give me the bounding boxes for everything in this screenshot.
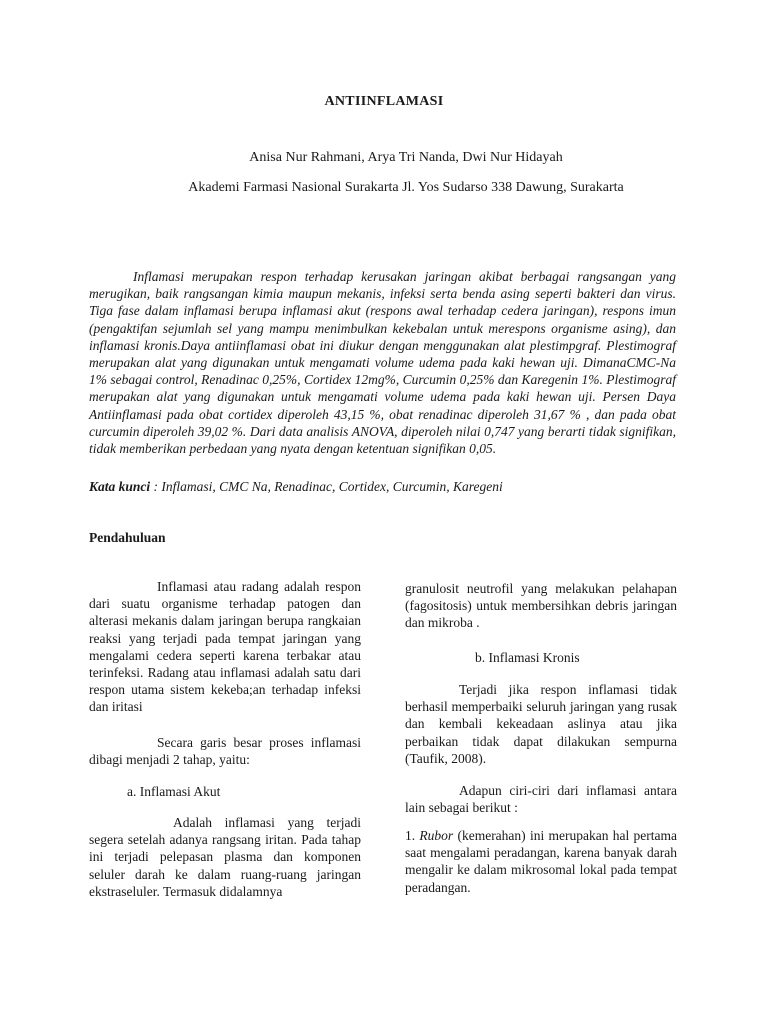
abstract-text: Inflamasi merupakan respon terhadap kerusakan jaringan akibat berbagai rangsangan yang merugikan, baik rangsangan kimia maupun mekanis, infeksi serta benda asing seperti bakteri dan virus. Tiga fase dalam inflamasi berupa inflamasi akut (respons awal terhadap cedera jaringan), respons imun (pengaktifan sejumlah sel yang mampu menimbulkan kekebalan untuk merespons organisme asing), dan inflamasi kronis.Daya antiinflamasi obat ini diukur dengan menggunakan alat plestimpgraf. Plestimograf merupakan alat yang digunakan untuk mengamati volume udema pada kaki hewan uji. DimanaCMC-Na 1% sebagai control, Renadinac 0,25%, Cortidex 12mg%, Curcumin 0,25% dan Karegenin 1%. Plestimograf merupakan alat yang digunakan untuk mengamati volume udema pada kaki hewan uji. Persen Daya Antiinflamasi pada obat cortidex diperoleh 43,15 %, obat renadinac diperoleh 31,67 % , dan pada obat curcumin diperoleh 39,02 %. Dari data analisis ANOVA, diperoleh nilai 0,747 yang berarti tidak signifikan, tidak memberikan perbedaan yang nyata dengan ketentuan signifikan 0,05.: [89, 269, 676, 457]
left-col-p1: Inflamasi atau radang adalah respon dari suatu organisme terhadap patogen dan alterasi mekanis dalam jaringan berupa rangkaian reaksi yang terjadi pada tempat jaringan yang mengalami cedera seperti karena terbakar atau terinfeksi. Radang atau inflamasi adalah satu dari respon utama sistem kekeba;an terhadap infeksi dan iritasi: [89, 579, 361, 715]
affiliation: Akademi Farmasi Nasional Surakarta Jl. Yos Sudarso 338 Dawung, Surakarta: [188, 180, 624, 195]
abstract: [89, 268, 676, 457]
keywords-label: Kata kunci: [89, 479, 151, 494]
left-col-p3: Adalah inflamasi yang terjadi segera setelah adanya rangsang iritan. Pada tahap ini terjadi pelepasan plasma dan komponen seluler darah ke dalam ruang-ruang jaringan ekstraseluler. Termasuk didalamnya: [89, 815, 361, 899]
paper-title: ANTIINFLAMASI: [324, 94, 444, 109]
right-col-p1: granulosit neutrofil yang melakukan pelahapan (fagositosis) untuk membersihkan debris jaringan dan mikroba .: [405, 581, 677, 631]
left-col-p2: Secara garis besar proses inflamasi dibagi menjadi 2 tahap, yaitu:: [89, 735, 361, 768]
keywords-text: : Inflamasi, CMC Na, Renadinac, Cortidex, Curcumin, Karegeni: [150, 479, 503, 494]
keywords: [89, 478, 676, 495]
subheading-inflamasi-kronis: b. Inflamasi Kronis: [475, 650, 580, 665]
subheading-inflamasi-akut: a. Inflamasi Akut: [127, 784, 221, 799]
list-number: 1.: [405, 828, 420, 843]
authors: Anisa Nur Rahmani, Arya Tri Nanda, Dwi Nur Hidayah: [249, 150, 563, 165]
section-title: Pendahuluan: [89, 530, 166, 545]
term-rubor: Rubor: [419, 828, 454, 843]
right-col-p3: Adapun ciri-ciri dari inflamasi antara lain sebagai berikut :: [405, 783, 677, 816]
right-col-p4: [405, 827, 677, 896]
right-col-p2: Terjadi jika respon inflamasi tidak berhasil memperbaiki seluruh jaringan yang rusak dan kembali kekeadaan aslinya atau jika perbaikan tidak dapat dilakukan sempurna (Taufik, 2008).: [405, 682, 677, 766]
rubor-description: (kemerahan) ini merupakan hal pertama saat mengalami peradangan, karena banyak darah mengalir ke dalam mikrosomal lokal pada tempat peradangan.: [405, 828, 677, 895]
